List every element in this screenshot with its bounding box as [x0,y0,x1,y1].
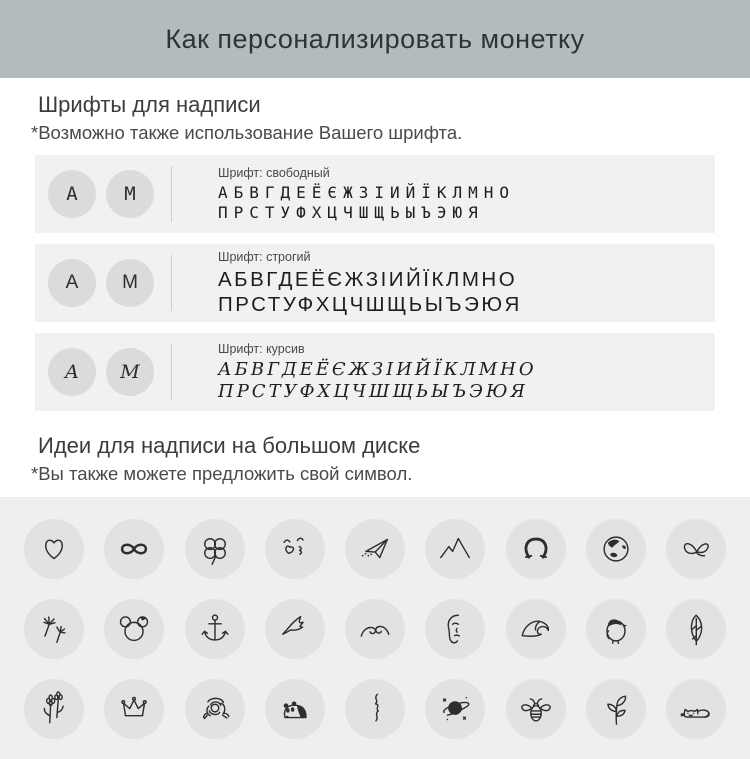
vertical-divider [171,166,172,222]
fonts-section-title: Шрифты для надписи [38,92,261,117]
initial-circles [48,259,154,307]
pinky-promise-icon [345,599,405,659]
lavender-icon [24,679,84,739]
alphabet-line-2: ПРСТУФХЦЧШЩЬЫЪЭЮЯ [218,380,528,402]
icon-row [0,509,750,589]
alphabet-line-2: ПРСТУФХЦЧШЩЬЫЪЭЮЯ [218,202,484,222]
font-row-free [35,155,715,233]
heart-icon [24,519,84,579]
font-sample-list [35,155,715,411]
alphabet-sample [218,342,537,403]
face-line-icon [425,599,485,659]
font-label: Шрифт: свободный [218,165,330,180]
font-row-strict [35,244,715,322]
mickey-heart-icon [104,599,164,659]
page-title: Как персонализировать монетку [165,23,585,54]
initial-circles [48,348,154,396]
horseshoe-icon [506,519,566,579]
icon-row [0,589,750,669]
initial-circle-a: А [48,259,96,307]
branch-icon [586,679,646,739]
font-label: Шрифт: строгий [218,249,311,264]
kiss-face-icon [265,519,325,579]
bee-icon [506,679,566,739]
wave-icon [506,599,566,659]
feather-icon [666,599,726,659]
initial-circles [48,170,154,218]
icon-idea-grid [0,497,750,759]
initial-circle-m: М [106,348,154,396]
clover-icon [185,519,245,579]
alphabet-line-1: АБВГДЕЁЄЖЗІИЙЇКЛМНО [218,358,537,380]
icon-row [0,669,750,749]
cat-icon [666,679,726,739]
alphabet-sample [218,166,515,222]
initial-circle-a: А [48,348,96,396]
initial-circle-a: А [48,170,96,218]
font-label: Шрифт: курсив [218,341,305,356]
vertical-divider [171,344,172,400]
penguin-icon [586,599,646,659]
initial-circle-m: М [106,259,154,307]
header-banner [0,0,750,78]
anchor-icon [185,599,245,659]
profile-line-icon [345,679,405,739]
panda-icon [265,679,325,739]
mountains-icon [425,519,485,579]
alphabet-line-2: ПРСТУФХЦЧШЩЬЫЪЭЮЯ [218,292,522,316]
saturn-icon [425,679,485,739]
alphabet-sample [218,250,522,317]
dandelion-icon [24,599,84,659]
initial-circle-m: М [106,170,154,218]
butterfly-icon [666,519,726,579]
font-row-cursive [35,333,715,411]
ideas-section-title: Идеи для надписи на большом диске [38,433,421,458]
swallow-icon [265,599,325,659]
peony-icon [185,679,245,739]
vertical-divider [171,255,172,311]
infinity-icon [104,519,164,579]
fonts-section-note: *Возможно также использование Вашего шрифта. [31,122,463,143]
ideas-section-header [0,422,750,487]
paper-plane-icon [345,519,405,579]
alphabet-line-1: АБВГДЕЁЄЖЗІИЙЇКЛМНО [218,267,518,291]
alphabet-line-1: АБВГДЕЁЄЖЗІИЙЇКЛМНО [218,182,516,202]
fonts-section-header [0,78,750,146]
ideas-section-note: *Вы также можете предложить свой символ. [31,463,413,484]
crown-icon [104,679,164,739]
globe-icon [586,519,646,579]
